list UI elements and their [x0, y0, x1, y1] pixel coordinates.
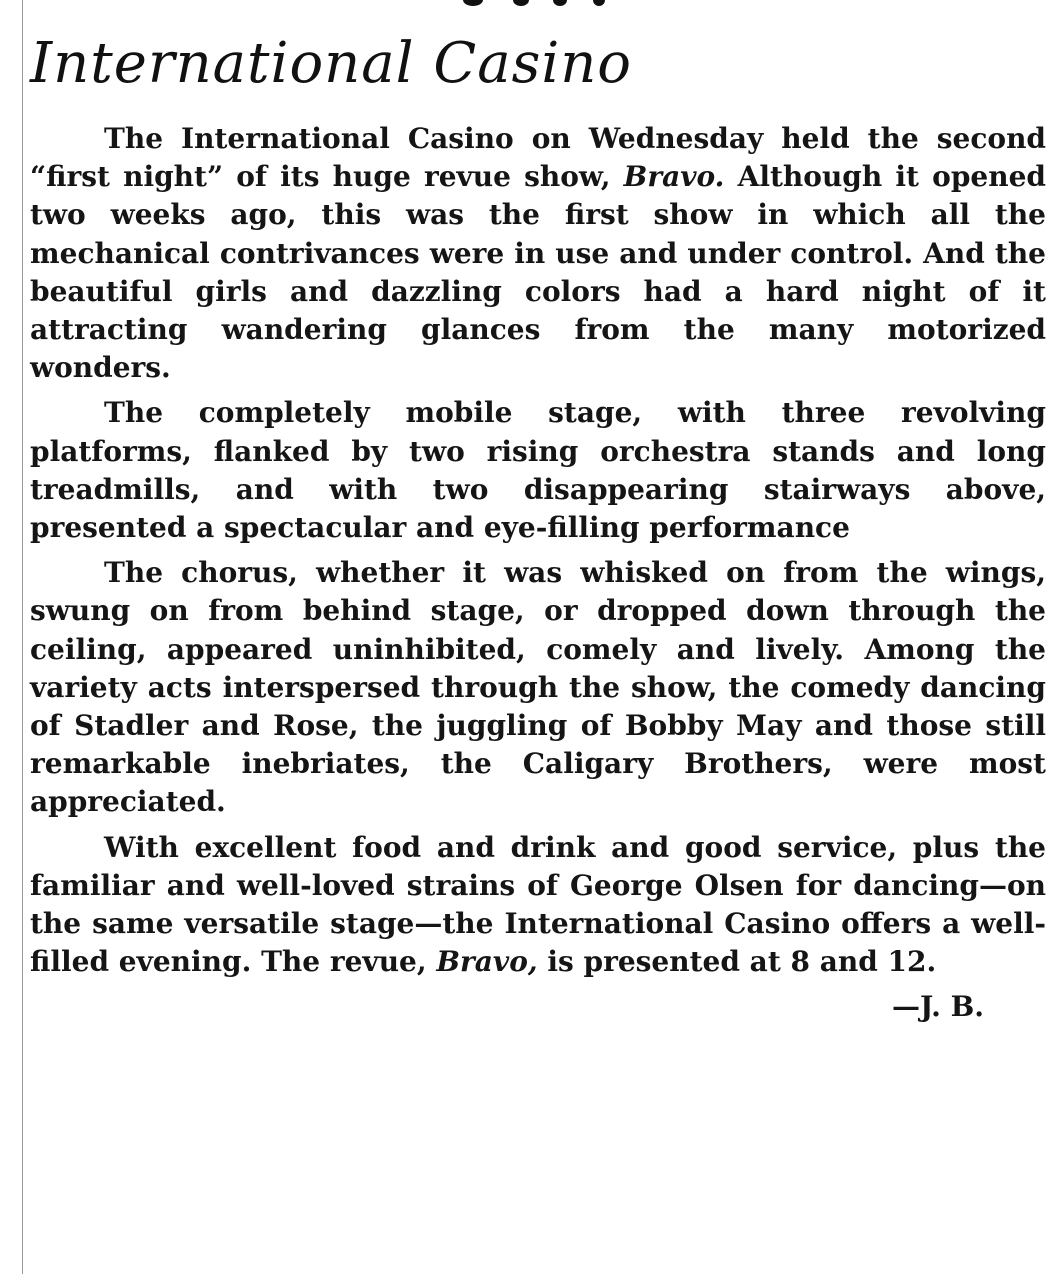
- column-rule: [22, 0, 23, 1274]
- article-paragraph: [30, 394, 1046, 547]
- paragraph-text: The completely mobile stage, with three revolving platforms, flanked by two rising orchestra stands and long treadmills, and with two disappearing stairways above, presented a spectacular and eye-filling performance: [30, 396, 1046, 545]
- previous-article-fragment: [455, 0, 615, 8]
- paragraph-text: The International Casino on Wednesday held the second “first night” of its huge revue show,: [30, 122, 1046, 194]
- article-body: [30, 120, 1046, 981]
- byline-signature: —J. B.: [892, 990, 984, 1024]
- show-title-italic: Bravo,: [436, 945, 538, 979]
- article-paragraph: [30, 554, 1046, 821]
- paragraph-text: Although it opened two weeks ago, this was the first show in which all the mechanical contrivances were in use and under control. And the beautiful girls and dazzling colors had a hard night of it attracting wandering glances from the many motorized wonders.: [30, 160, 1046, 385]
- show-title-italic: Bravo.: [623, 160, 725, 194]
- headline: International Casino: [30, 31, 633, 96]
- paragraph-text: With excellent food and drink and good service, plus the familiar and well-loved strains of George Olsen for dancing—on the same versatile stage—the International Casino offers a well-filled evening. The revue,: [30, 830, 1046, 979]
- article-paragraph: [30, 120, 1046, 387]
- paragraph-text: is presented at 8 and 12.: [537, 945, 937, 979]
- paragraph-text: The chorus, whether it was whisked on from the wings, swung on from behind stage, or dropped down through the ceiling, appeared uninhibited, comely and lively. Among the variety acts interspersed through the show, the comedy dancing of Stadler and Rose, the juggling of Bobby May and those still remarkable inebriates, the Caligary Brothers, were most appreciated.: [30, 556, 1046, 819]
- article-paragraph: [30, 829, 1046, 982]
- article: [30, 26, 1046, 1026]
